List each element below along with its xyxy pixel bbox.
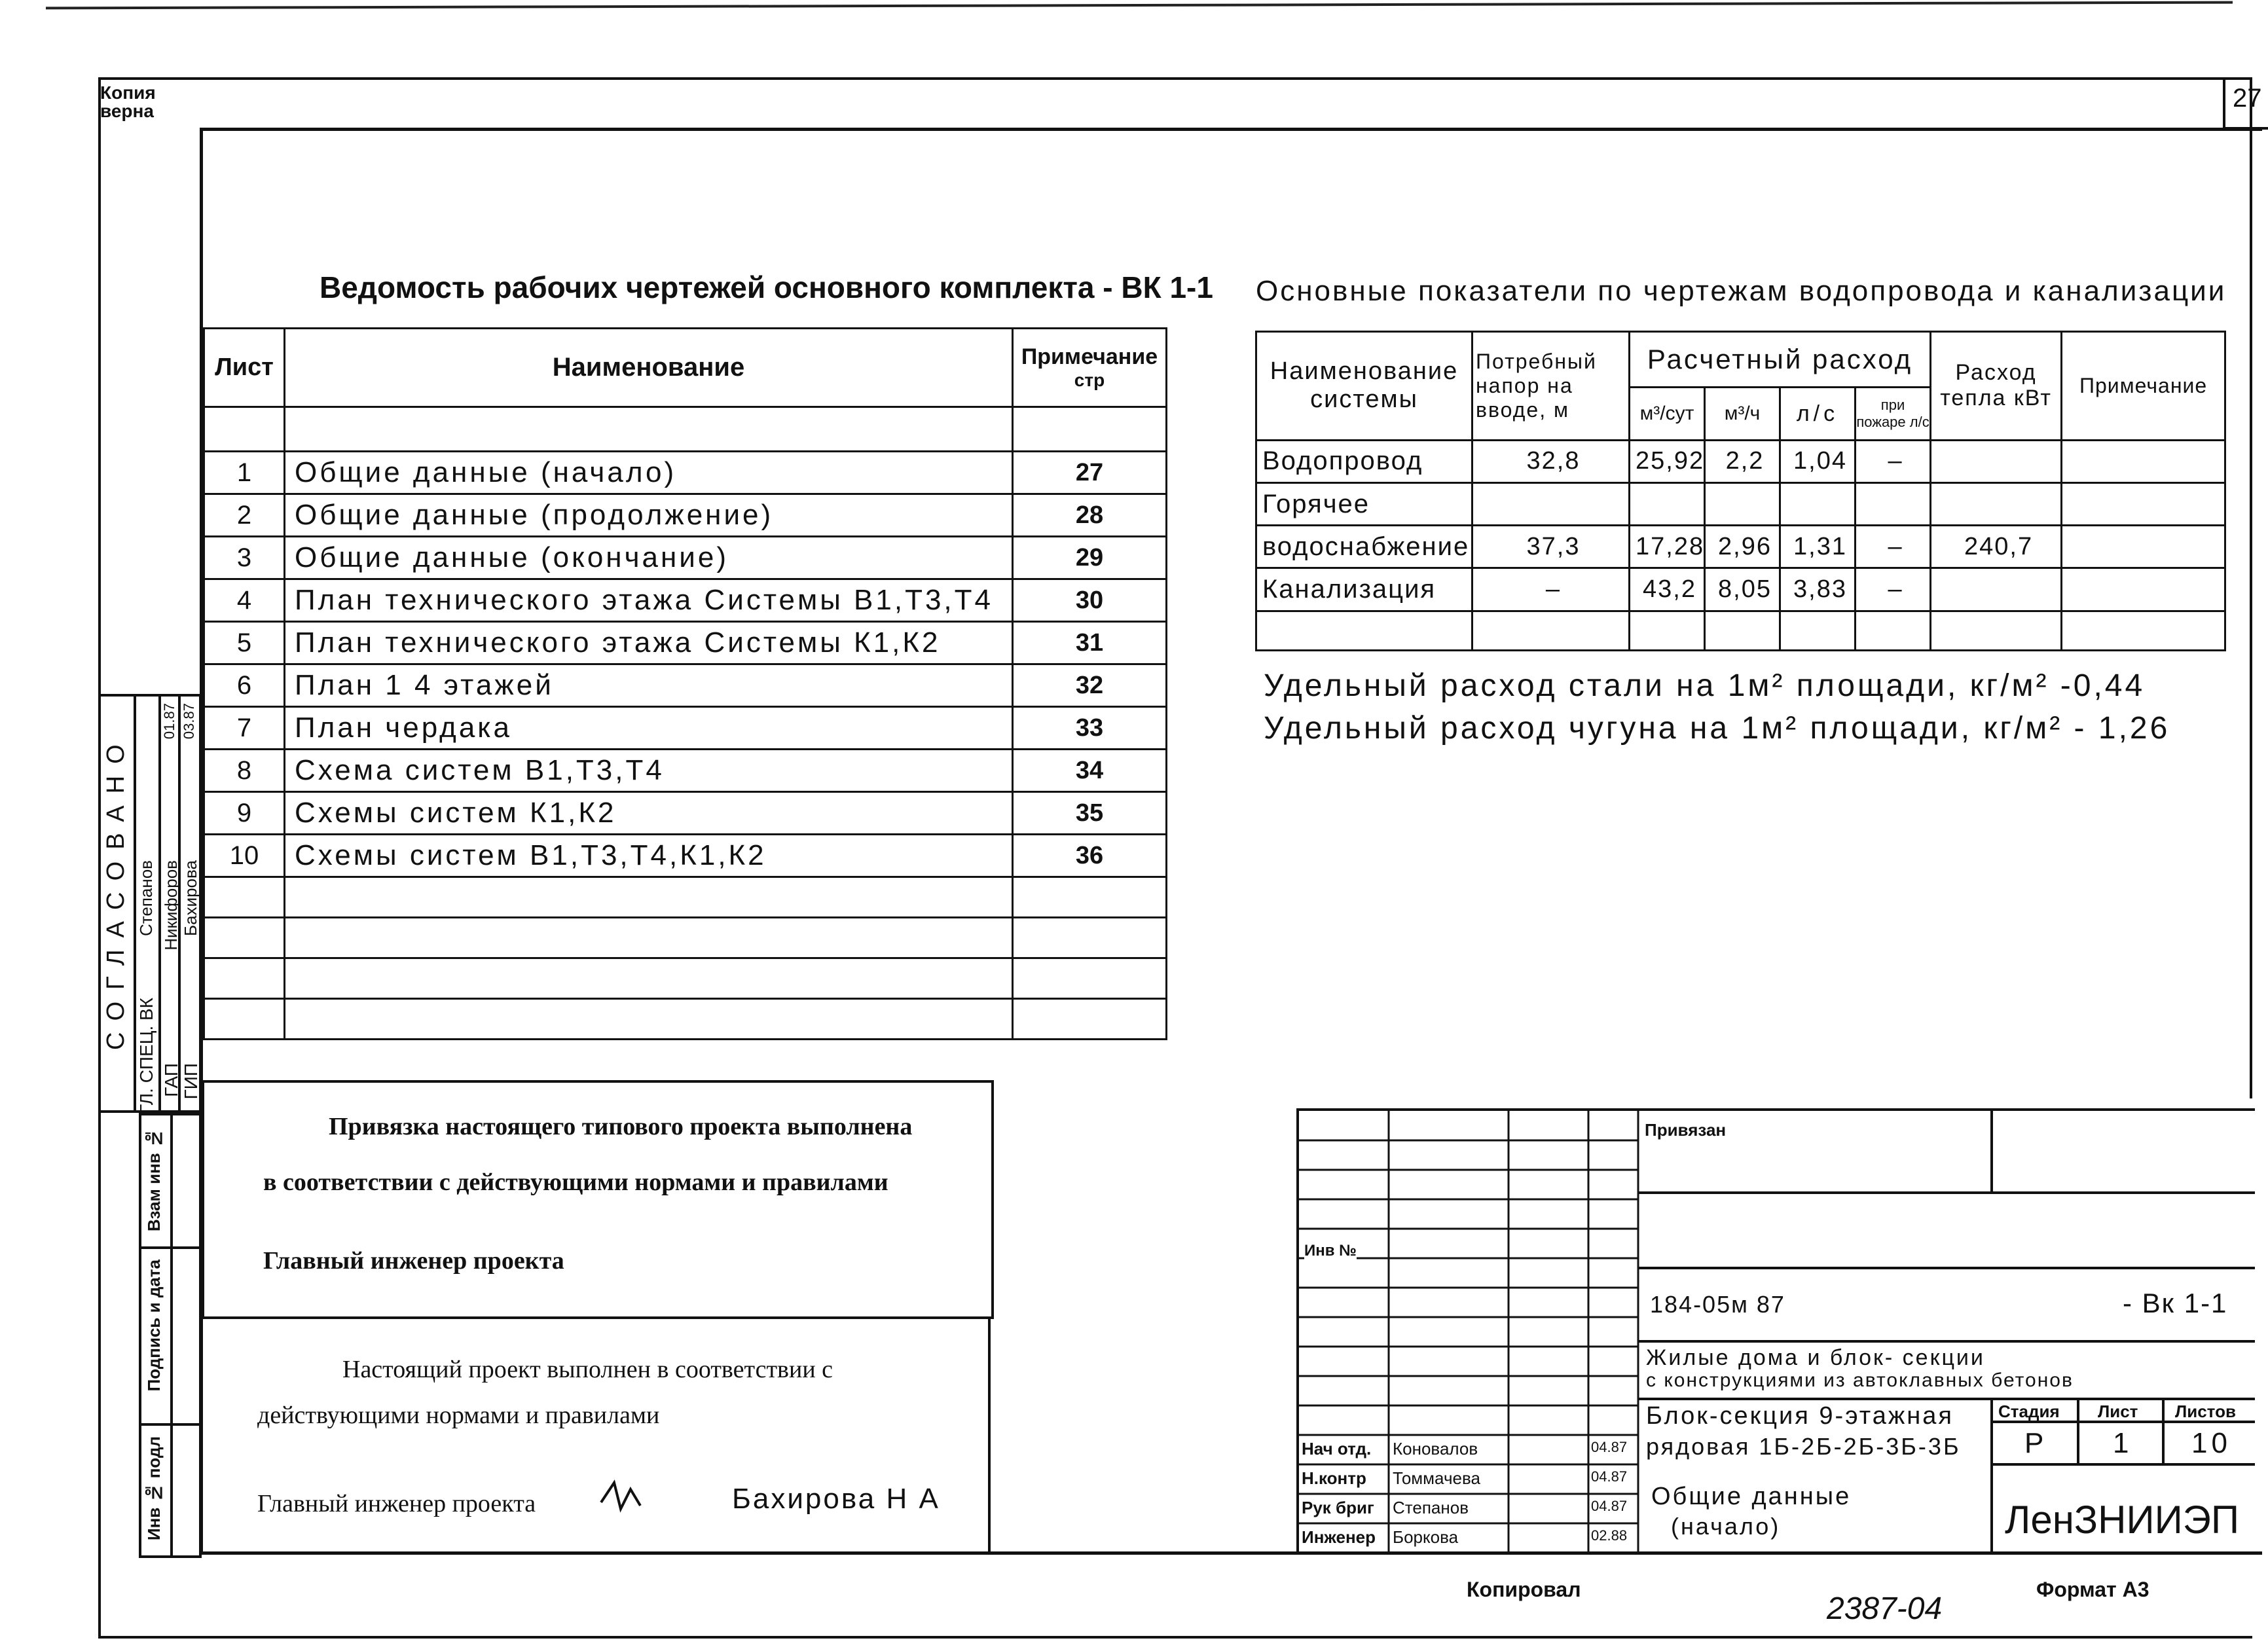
cell-system: водоснабжение <box>1256 526 1472 568</box>
stamp-line2: верна <box>100 101 155 121</box>
table-row <box>204 835 1167 877</box>
person-role: Инженер <box>1302 1527 1376 1547</box>
row-sheet-number: 7 <box>204 707 285 750</box>
rt-header-m3h: м³/ч <box>1705 388 1780 440</box>
drawing-list-table <box>203 327 1165 1029</box>
table-row <box>204 579 1167 622</box>
row-title: План чердака <box>285 707 1013 750</box>
cell-system: Канализация <box>1256 568 1472 611</box>
approval-name-1: Степанов <box>136 860 156 937</box>
row-sheet-number: 8 <box>204 750 285 792</box>
cell-m3day: 43,2 <box>1630 568 1705 611</box>
side-inv-orig: Инв № подл <box>144 1436 164 1541</box>
privyazan-label: Привязан <box>1645 1120 1727 1140</box>
person-name: Коновалов <box>1393 1439 1478 1459</box>
doc-suffix: - Вк 1-1 <box>2123 1288 2228 1318</box>
cell-fire: – <box>1856 526 1931 568</box>
cell-note <box>2062 482 2225 525</box>
sheet-title-1: Общие данные <box>1651 1483 1852 1510</box>
table-row <box>204 707 1167 750</box>
header-note-label: Примечание <box>1021 344 1158 369</box>
approval-role-1: ГЛ. СПЕЦ. ВК <box>136 998 156 1114</box>
cell-ls: 1,04 <box>1780 440 1856 482</box>
cell-m3h: 2,96 <box>1705 526 1780 568</box>
row-page: 29 <box>1013 537 1167 579</box>
sheets-label: Листов <box>2175 1402 2236 1421</box>
top-rule <box>46 1 2233 10</box>
person-name: Томмачева <box>1393 1468 1480 1488</box>
row-title: План технического этажа Системы К1,К2 <box>285 622 1013 664</box>
note-steel: Удельный расход стали на 1м² площади, кг/м² -0,44 <box>1264 668 2146 703</box>
right-frame-line <box>2250 77 2252 1098</box>
cell-fire: – <box>1856 568 1931 611</box>
rt-header-note: Примечание <box>2062 332 2225 441</box>
section-1: Блок-секция 9-этажная <box>1646 1402 1954 1430</box>
row-sheet-number: 2 <box>204 494 285 537</box>
stamp-line1: Копия <box>100 82 156 103</box>
cell-fire: – <box>1856 440 1931 482</box>
table-row <box>204 750 1167 792</box>
binding-box <box>202 1080 994 1319</box>
header-sheet: Лист <box>204 329 285 407</box>
cell-pressure <box>1472 482 1630 525</box>
row-title: Общие данные (окончание) <box>285 537 1013 579</box>
project-name-1: Жилые дома и блок- секции <box>1646 1345 1985 1370</box>
cell-heat: 240,7 <box>1931 526 2062 568</box>
side-vzam: Взам инв № <box>144 1129 164 1232</box>
row-page: 34 <box>1013 750 1167 792</box>
approval-name-3: Бахирова <box>181 860 200 936</box>
cell-system: Водопровод <box>1256 440 1472 482</box>
person-role: Н.контр <box>1302 1468 1366 1488</box>
sheet-label: Лист <box>2098 1402 2138 1421</box>
cell-heat <box>1931 568 2062 611</box>
rt-header-system: Наименование системы <box>1256 332 1472 441</box>
row-title: Схемы систем К1,К2 <box>285 792 1013 835</box>
person-name: Боркова <box>1393 1527 1459 1547</box>
row-sheet-number: 1 <box>204 452 285 494</box>
indicators-table <box>1255 331 2224 651</box>
chief-engineer-name: Бахирова Н А <box>732 1483 940 1515</box>
side-sign-date: Подпись и дата <box>144 1259 164 1392</box>
project-box <box>202 1319 991 1555</box>
project-line1: Настоящий проект выполнен в соответствии с <box>342 1356 833 1383</box>
row-page: 35 <box>1013 792 1167 835</box>
cell-pressure: 37,3 <box>1472 526 1630 568</box>
header-name: Наименование <box>285 329 1013 407</box>
table-row <box>204 664 1167 707</box>
approval-block <box>98 694 202 1113</box>
cell-m3h: 2,2 <box>1705 440 1780 482</box>
rt-header-ls: л/с <box>1780 388 1856 440</box>
cell-m3h: 8,05 <box>1705 568 1780 611</box>
title-block <box>1296 1108 2255 1555</box>
row-page: 33 <box>1013 707 1167 750</box>
table-row <box>1256 440 2225 482</box>
cell-note <box>2062 440 2225 482</box>
row-title: План технического этажа Системы В1,Т3,Т4 <box>285 579 1013 622</box>
person-role: Рук бриг <box>1302 1498 1374 1517</box>
note-iron: Удельный расход чугуна на 1м² площади, кг/м² - 1,26 <box>1264 711 2170 746</box>
binding-line3: Главный инженер проекта <box>263 1247 564 1275</box>
table-row <box>204 792 1167 835</box>
sheets-value: 10 <box>2191 1427 2231 1459</box>
row-title: Схемы систем В1,Т3,Т4,К1,К2 <box>285 835 1013 877</box>
row-title: Схема систем В1,Т3,Т4 <box>285 750 1013 792</box>
sheet-title-2: (начало) <box>1671 1513 1781 1540</box>
approval-date-2: 03.87 <box>181 703 197 740</box>
rt-header-flow: Расчетный расход <box>1630 332 1931 388</box>
left-table-title: Ведомость рабочих чертежей основного комплекта - ВК 1-1 <box>320 270 1213 304</box>
side-strip <box>139 1113 202 1558</box>
approval-role-2: ГАП <box>161 1063 181 1097</box>
row-page: 28 <box>1013 494 1167 537</box>
sheet-value: 1 <box>2113 1427 2133 1459</box>
row-page: 31 <box>1013 622 1167 664</box>
row-page: 30 <box>1013 579 1167 622</box>
stage-value: Р <box>2024 1427 2048 1459</box>
row-sheet-number: 9 <box>204 792 285 835</box>
row-title: Общие данные (начало) <box>285 452 1013 494</box>
person-date: 02.88 <box>1591 1527 1628 1544</box>
copy-stamp <box>100 84 156 120</box>
rt-header-fire: при пожаре л/с <box>1856 388 1931 440</box>
rt-header-m3day: м³/сут <box>1630 388 1705 440</box>
project-line2: действующими нормами и правилами <box>257 1402 660 1429</box>
person-date: 04.87 <box>1591 1439 1628 1455</box>
table-row <box>1256 482 2225 525</box>
row-title: Общие данные (продолжение) <box>285 494 1013 537</box>
table-row <box>204 537 1167 579</box>
approval-role-3: ГИП <box>181 1063 201 1100</box>
approval-label: СОГЛАСОВАНО <box>102 733 130 1050</box>
signature-scribble <box>594 1476 647 1515</box>
cell-m3day <box>1630 482 1705 525</box>
row-sheet-number: 10 <box>204 835 285 877</box>
cell-heat <box>1931 482 2062 525</box>
cell-fire <box>1856 482 1931 525</box>
page-number: 27 <box>2233 84 2262 113</box>
stage-label: Стадия <box>1998 1402 2060 1421</box>
cell-ls <box>1780 482 1856 525</box>
table-row <box>1256 526 2225 568</box>
person-role: Нач отд. <box>1302 1439 1372 1459</box>
org-name: ЛенЗНИИЭП <box>2005 1498 2239 1542</box>
cell-heat <box>1931 440 2062 482</box>
inv-no-label: Инв № <box>1304 1242 1357 1259</box>
doc-code: 184-05м 87 <box>1650 1291 1785 1318</box>
row-sheet-number: 6 <box>204 664 285 707</box>
cell-m3day: 17,28 <box>1630 526 1705 568</box>
row-page: 27 <box>1013 452 1167 494</box>
row-sheet-number: 5 <box>204 622 285 664</box>
approval-name-2: Никифоров <box>161 860 181 951</box>
cell-ls: 1,31 <box>1780 526 1856 568</box>
table-row <box>204 622 1167 664</box>
row-title: План 1 4 этажей <box>285 664 1013 707</box>
rt-header-pressure: Потребный напор на вводе, м <box>1472 332 1630 441</box>
project-line3: Главный инженер проекта <box>257 1490 536 1517</box>
cell-system: Горячее <box>1256 482 1472 525</box>
person-name: Степанов <box>1393 1498 1469 1517</box>
rt-header-heat: Расход тепла кВт <box>1931 332 2062 441</box>
copied-label: Копировал <box>1467 1578 1581 1601</box>
format-label: Формат А3 <box>2036 1578 2149 1601</box>
cell-ls: 3,83 <box>1780 568 1856 611</box>
binding-line1: Привязка настоящего типового проекта выполнена <box>329 1113 913 1140</box>
archive-number: 2387-04 <box>1827 1591 1943 1626</box>
cell-note <box>2062 568 2225 611</box>
cell-m3h <box>1705 482 1780 525</box>
row-sheet-number: 3 <box>204 537 285 579</box>
header-note-sub: стр <box>1074 370 1105 390</box>
approval-date-1: 01.87 <box>161 703 177 740</box>
row-page: 32 <box>1013 664 1167 707</box>
row-page: 36 <box>1013 835 1167 877</box>
table-row <box>204 494 1167 537</box>
cell-note <box>2062 526 2225 568</box>
person-date: 04.87 <box>1591 1468 1628 1485</box>
table-row <box>204 452 1167 494</box>
cell-pressure: 32,8 <box>1472 440 1630 482</box>
cell-m3day: 25,92 <box>1630 440 1705 482</box>
table-row <box>1256 568 2225 611</box>
row-sheet-number: 4 <box>204 579 285 622</box>
person-date: 04.87 <box>1591 1498 1628 1514</box>
right-table-title: Основные показатели по чертежам водопровода и канализации <box>1256 275 2227 307</box>
cell-pressure: – <box>1472 568 1630 611</box>
header-note <box>1013 329 1167 407</box>
project-name-2: с конструкциями из автоклавных бетонов <box>1646 1369 2074 1391</box>
binding-line2: в соответствии с действующими нормами и правилами <box>263 1169 888 1196</box>
section-2: рядовая 1Б-2Б-2Б-3Б-3Б <box>1646 1433 1961 1460</box>
